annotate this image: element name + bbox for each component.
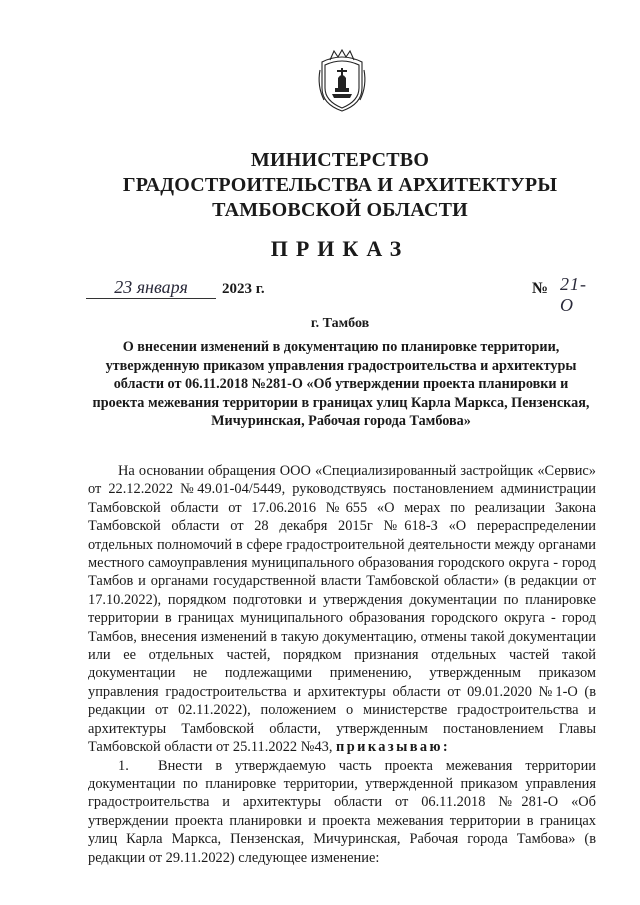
date-year: 2023 г. (222, 281, 265, 297)
ministry-line-1: МИНИСТЕРСТВО (250, 149, 430, 171)
ministry-line-3: ТАМБОВСКОЙ ОБЛАСТИ (212, 199, 468, 221)
tambov-coat-of-arms-icon (316, 48, 368, 114)
number-label: № (532, 280, 549, 297)
handwritten-number: 21-О (560, 274, 587, 315)
order-subject: О внесении изменений в документацию по планировке территории, утвержденную приказом управления градостроительства и архитектуры области от 06.11.2018 №281-О «Об утверждении проекта планировки и проекта межевания территории в границах улиц Карла Маркса, Пензенская, Мичуринская, Рабочая города Тамбова» (92, 339, 590, 430)
date-number-row (86, 274, 596, 315)
handwritten-date: 23 января (86, 276, 216, 299)
item-1-text: Внести в утверждаемую часть проекта межевания территории документации по планировке территории, утвержденной приказом управления градостроительства и архитектуры области от 06.11.2018 №281-О «Об утверждении проекта планировки и проекта межевания территории в границах улиц Карла Маркса, Пензенская, Мичуринская, Рабочая города Тамбова» (в редакции от 29.11.2022) следующее изменение: (88, 757, 596, 866)
order-body (88, 462, 596, 867)
preamble-text: На основании обращения ООО «Специализированный застройщик «Сервис» от 22.12.2022 №49.01-04/5449, руководствуясь постановлением администрации Тамбовской области от 17.06.2016 №655 «О мерах по реализации Закона Тамбовской области от 28 декабря 2015г №618-З «О перераспределении отдельных полномочий в сфере градостроительной деятельности между органами местного самоуправления муниципального образования городского округа - город Тамбов и органами государственной власти Тамбовской области» (в редакции от 17.10.2022), порядком подготовки и утверждения документации по планировке территории в границах муниципального образования городского округа - город Тамбов, внесения изменений в такую документацию, отмены такой документации или ее отдельных частей, порядком признания отдельных частей такой документации не подлежащими применению, утвержденным приказом управления градостроительства и архитектуры области от 09.01.2020 №1-О (в редакции от 02.11.2022), положением о министерстве градостроительства и архитектуры Тамбовской области, утвержденным постановлением Главы Тамбовской области от 25.11.2022 №43, (88, 463, 596, 756)
preamble-paragraph (88, 462, 596, 757)
item-1-number: 1. (118, 757, 129, 774)
order-title: ПРИКАЗ (270, 236, 410, 261)
item-1-paragraph (88, 757, 596, 867)
ministry-name (80, 148, 600, 223)
ministry-line-2: ГРАДОСТРОИТЕЛЬСТВА И АРХИТЕКТУРЫ (122, 174, 558, 196)
city: г. Тамбов (310, 316, 370, 331)
orders-word: приказываю: (336, 739, 451, 756)
